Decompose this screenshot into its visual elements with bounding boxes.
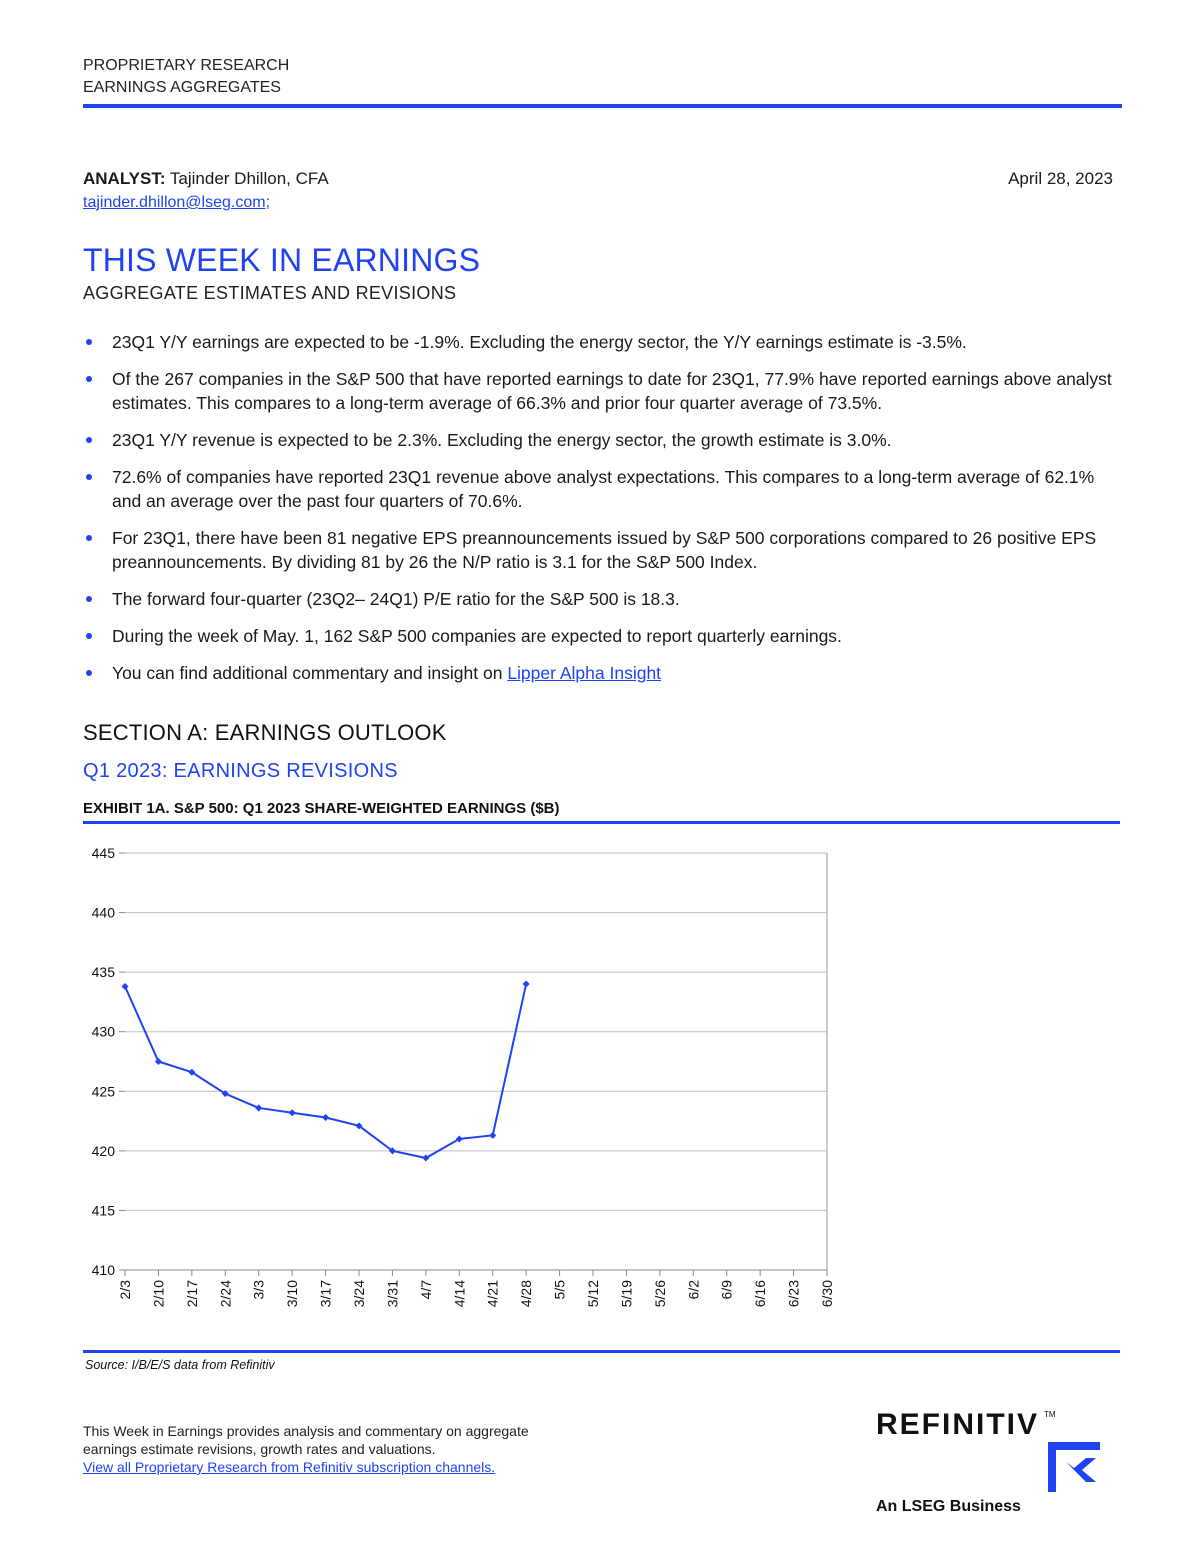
x-tick-label: 6/30 [819, 1280, 835, 1308]
bullet-item [83, 587, 1123, 611]
y-tick-label: 415 [91, 1202, 115, 1219]
x-tick-label: 5/26 [651, 1280, 668, 1308]
header-divider [83, 104, 1122, 108]
lipper-alpha-insight-link[interactable]: Lipper Alpha Insight [507, 663, 662, 683]
x-tick-label: 4/21 [484, 1280, 501, 1308]
x-tick-label: 4/7 [417, 1280, 434, 1300]
bullet-icon [86, 376, 92, 382]
x-tick-label: 5/5 [551, 1280, 568, 1300]
report-header [83, 55, 289, 99]
refinitiv-logo [876, 1408, 1056, 1515]
analyst-name: Tajinder Dhillon, CFA [169, 169, 329, 188]
header-line-1: PROPRIETARY RESEARCH [83, 57, 290, 74]
y-tick-label: 410 [91, 1262, 115, 1278]
report-date: April 28, 2023 [1008, 169, 1113, 188]
x-tick-label: 3/10 [284, 1280, 301, 1308]
bullet-text: 23Q1 Y/Y earnings are expected to be -1.9%. Excluding the energy sector, the Y/Y earnings estimate is -3.5%. [112, 332, 967, 352]
y-tick-label: 440 [91, 904, 115, 921]
bullet-icon [86, 535, 92, 541]
x-tick-label: 2/3 [117, 1280, 133, 1300]
bullet-item [83, 428, 1123, 452]
bullet-text: Of the 267 companies in the S&P 500 that have reported earnings to date for 23Q1, 77.9% have reported earnings above analyst estimates. This compares to a long-term average of 66.3% and prior four quarter average of 73.5%. [112, 369, 1112, 413]
header-line-2: EARNINGS AGGREGATES [83, 79, 281, 96]
data-point [322, 1114, 329, 1121]
page-subtitle: AGGREGATE ESTIMATES AND REVISIONS [83, 283, 457, 303]
x-tick-label: 6/16 [752, 1280, 769, 1308]
bullet-text: 23Q1 Y/Y revenue is expected to be 2.3%. Excluding the energy sector, the growth estimate is 3.0%. [112, 430, 892, 450]
y-tick-label: 425 [91, 1083, 115, 1100]
x-tick-label: 2/17 [183, 1280, 200, 1308]
bullet-item [83, 330, 1123, 354]
x-tick-label: 2/10 [150, 1280, 167, 1308]
logo-trademark: TM [1044, 1410, 1056, 1419]
footer-description [83, 1422, 623, 1476]
bullet-item [83, 526, 1123, 574]
data-point [523, 981, 530, 988]
source-note: Source: I/B/E/S data from Refinitiv [85, 1358, 275, 1372]
x-tick-label: 3/24 [351, 1280, 367, 1308]
exhibit-title: EXHIBIT 1A. S&P 500: Q1 2023 SHARE-WEIGHTED EARNINGS ($B) [83, 800, 560, 817]
section-title: SECTION A: EARNINGS OUTLOOK [83, 720, 447, 745]
y-tick-label: 435 [91, 964, 115, 981]
y-tick-label: 445 [91, 845, 115, 861]
data-point [155, 1058, 162, 1065]
footer-line-2: earnings estimate revisions, growth rates and valuations. [83, 1441, 436, 1457]
analyst-row [83, 168, 1113, 190]
bullet-item [83, 367, 1123, 415]
x-tick-label: 3/31 [384, 1280, 401, 1308]
x-tick-label: 5/19 [618, 1280, 635, 1308]
data-point [489, 1132, 496, 1139]
y-tick-label: 420 [91, 1142, 115, 1159]
x-tick-label: 4/28 [518, 1280, 535, 1308]
bullet-text: 72.6% of companies have reported 23Q1 revenue above analyst expectations. This compares to a long-term average of 62.1% and an average over the past four quarters of 70.6%. [112, 467, 1095, 511]
bullet-text: You can find additional commentary and insight on [112, 663, 508, 683]
page-title: THIS WEEK IN EARNINGS [83, 242, 481, 278]
bullet-text: For 23Q1, there have been 81 negative EPS preannouncements issued by S&P 500 corporations compared to 26 positive EPS preannouncements. By dividing 81 by 26 the N/P ratio is 3.1 for the S&P 500 Index. [112, 528, 1097, 572]
x-tick-label: 2/24 [217, 1280, 234, 1308]
x-tick-label: 3/17 [317, 1280, 334, 1308]
refinitiv-mark-icon [1044, 1436, 1104, 1496]
analyst-label: ANALYST: [83, 169, 166, 188]
earnings-line-chart [70, 835, 850, 1335]
bullet-icon [86, 339, 92, 345]
bullet-text: During the week of May. 1, 162 S&P 500 companies are expected to report quarterly earnings. [112, 626, 842, 646]
data-point [122, 983, 129, 990]
footer-line-1: This Week in Earnings provides analysis and commentary on aggregate [83, 1423, 529, 1439]
x-tick-label: 6/23 [785, 1280, 802, 1308]
x-tick-label: 3/3 [250, 1280, 267, 1300]
logo-wordmark: REFINITIV [876, 1408, 1040, 1441]
data-point [289, 1109, 296, 1116]
bullet-item [83, 624, 1123, 648]
x-tick-label: 6/2 [685, 1280, 702, 1300]
bullet-icon [86, 474, 92, 480]
bullet-icon [86, 437, 92, 443]
x-tick-label: 6/9 [718, 1280, 735, 1300]
bullet-item [83, 465, 1123, 513]
data-point [255, 1104, 262, 1111]
section-subtitle: Q1 2023: EARNINGS REVISIONS [83, 760, 398, 782]
bullet-icon [86, 596, 92, 602]
series-line [125, 984, 526, 1158]
bullet-text: The forward four-quarter (23Q2– 24Q1) P/E ratio for the S&P 500 is 18.3. [112, 589, 680, 609]
source-divider [83, 1350, 1120, 1353]
summary-bullet-list [83, 330, 1123, 698]
exhibit-divider [83, 821, 1120, 824]
bullet-item [83, 661, 1123, 685]
bullet-icon [86, 633, 92, 639]
logo-tagline: An LSEG Business [876, 1498, 1021, 1515]
bullet-icon [86, 670, 92, 676]
analyst-email-link[interactable]: tajinder.dhillon@lseg.com; [83, 194, 271, 211]
y-tick-label: 430 [91, 1023, 115, 1040]
x-tick-label: 4/14 [451, 1280, 468, 1308]
view-research-link[interactable]: View all Proprietary Research from Refinitiv subscription channels. [83, 1459, 496, 1475]
x-tick-label: 5/12 [585, 1280, 601, 1308]
